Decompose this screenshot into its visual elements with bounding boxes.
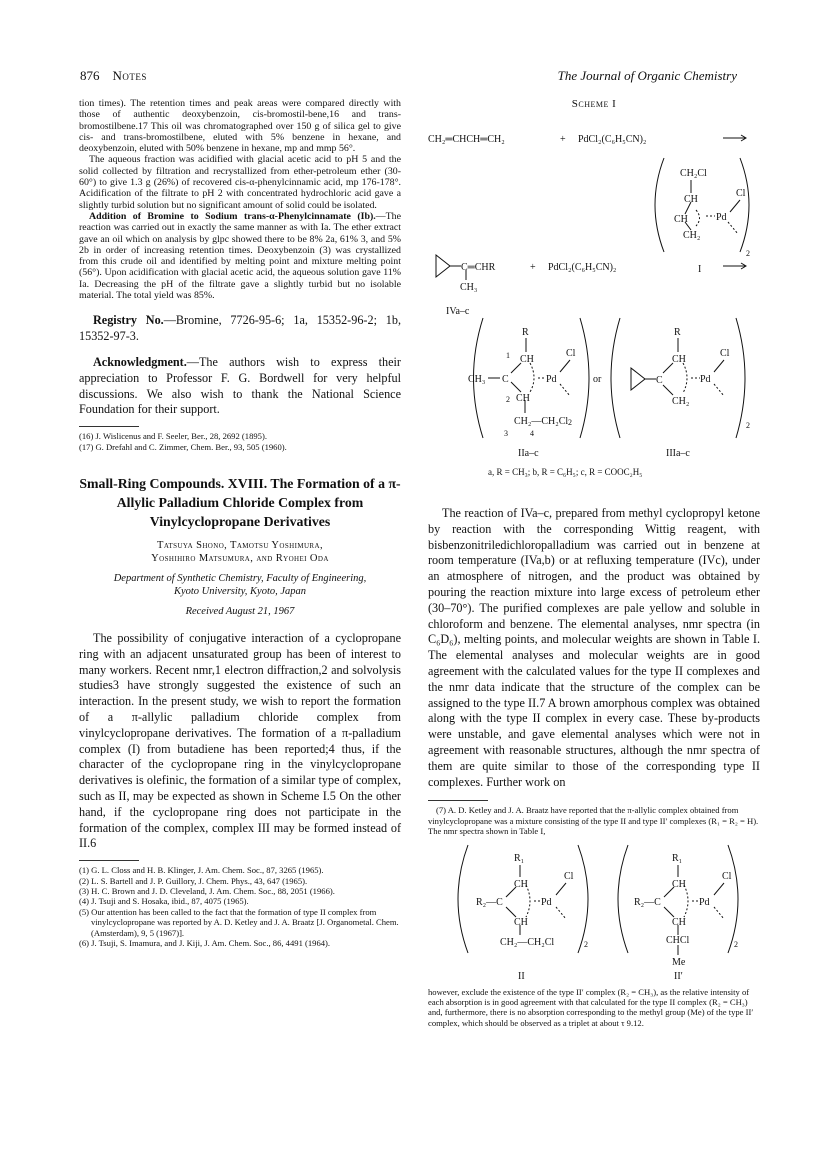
page-header-left [80,68,147,84]
experimental-p3-heading: Addition of Bromine to Sodium trans-α-Phenylcinnamate (Ib). [89,210,376,222]
complex-I-ch2: CH₂ [683,230,701,241]
pd-cl-bond-IIIa [714,360,724,372]
scheme-legend: a, R = CH₃; b, R = C₆H₅; c, R = COOC₂H₅ [488,467,643,477]
ack-body: —The authors wish to express their appreciation to Professor F. G. Bordwell for very helpful discussions. We also wish to thank the National Science Foundation for their support. [79,354,401,417]
pd-cl-bond-II [556,883,566,895]
IIp-cl: Cl [722,870,732,882]
results-text [428,506,760,790]
bond-IIa-2 [511,382,521,392]
complex-IIa-cl: Cl [566,348,576,359]
complex-IIIa-c: C [656,375,663,386]
label-IIIa: IIIa–c [666,448,690,459]
footnote-3: (3) H. C. Brown and J. D. Cleveland, J. Am. Chem. Soc., 88, 2051 (1966). [79,885,335,896]
complex-IIa-ch: CH [520,354,534,365]
complex-IIa-R: R [522,327,529,338]
complex-IIIa-ch: CH [672,354,686,365]
complex-IIa-ch3: CH₃ [468,374,486,385]
page-number: 876 [80,68,100,83]
complex-IIa-n2: 2 [506,395,510,404]
bracket-left-I [655,158,664,252]
bracket-right-IIa [580,318,589,438]
bracket-right-II [578,845,588,953]
bracket-left-II [458,845,468,953]
IIp-R2: R₂—C [634,896,661,908]
scheme-diagram [428,110,760,480]
left-column [79,98,401,948]
complex-IIa-n3: 3 [504,429,508,438]
authors [79,539,401,565]
authors-line-1: Tatsuya Shono, Tamotsu Yoshimura, [157,539,323,551]
pd-bridge-IIp [714,907,724,919]
IIp-pd: Pd [699,896,710,908]
bond-IIp-2 [664,907,674,917]
plus-2: + [530,262,536,273]
journal-name: The Journal of Organic Chemistry [557,68,737,83]
experimental-p1: tion times). The retention times and peak areas were compared directly with those of authentic deoxybenzoin, cis-bromostil-bene,16 and trans-bromostilbene.17 This oil was chromatographed over 150 g of silica gel to give cis- and trans-bromostilbene, eluted with 5% benzene in hexane, and deoxybenzoin, eluted with 50% benzene in hexane, mp and mmp 56°. [79,98,401,155]
IIp-me: Me [672,956,686,968]
bracket-left-IIIa [611,318,620,438]
footnote-rule-2 [79,860,139,861]
complex-I-ch-2: CH [674,214,688,225]
complex-IIa-c: C [502,374,509,385]
registry-body: —Bromine, 7726-95-6; 1a, 15352-96-2; 1b, 15352-97-3. [79,313,401,344]
footnote-2: (2) L. S. Bartell and J. P. Guillory, J. Chem. Phys., 43, 647 (1965). [79,875,308,886]
complex-I-ch: CH [684,194,698,205]
pd-cl-bond-IIp [714,883,724,895]
footnote-7-continued: however, exclude the existence of the type II′ complex (R₂ = CH₃), as the relative intensity of each absorption is in good agreement with that calculated for the type II complex (R₂ = CH₃) and, furthermore, there is no absorption corresponding to the methyl group (Me) of the type II′ complex, which should be observed as a triplet at about τ 9.12. [428,986,754,1028]
label-IIa: IIa–c [518,448,539,459]
complex-IIa-sub: 2 [568,418,572,427]
footnote-rule-3 [428,800,488,801]
pd-cl-bond-IIa [560,360,570,372]
allyl-arc-IIIa [683,363,687,393]
II-ch-2: CH [514,916,528,928]
IIp-R1: R₁ [672,852,683,864]
plus-1: + [560,134,566,145]
complex-I-cl: Cl [736,188,746,199]
IIp-sub: 2 [734,939,738,949]
pd-bridge-IIa [560,384,570,396]
complex-IIIa-sub: 2 [746,421,750,430]
complex-IIa-pd: Pd [546,374,557,385]
allyl-arc-IIa [530,363,534,392]
complex-IIa-n1: 1 [506,351,510,360]
complex-IIIa-ch2: CH₂ [672,396,690,407]
footnote-rule [79,426,139,427]
footnote-6: (6) J. Tsuji, S. Imamura, and J. Kiji, J. Am. Chem. Soc., 86, 4491 (1964). [79,937,331,948]
affiliation-line-2: Kyoto University, Kyoto, Japan [173,585,307,597]
bond-II-2 [506,907,516,917]
structures-II-IIp [428,837,760,987]
bracket-right-I [740,158,749,252]
IIp-chcl: CHCl [666,934,690,946]
IIp-ch: CH [672,878,686,890]
footnote-7: (7) A. D. Ketley and J. A. Braatz have reported that the π-allylic complex obtained from vinylcyclopropane was a mixture consisting of the type II and type II′ complexes (R₁ = R₂ = H). The nmr spectra shown in Table I, [428,805,759,837]
affiliation-line-1: Department of Synthetic Chemistry, Faculty of Engineering, [113,572,367,584]
complex-I-pd: Pd [716,212,727,223]
experimental-p2: The aqueous fraction was acidified with glacial acetic acid to pH 5 and the solid collected by filtration and recrystallized from ether-petroleum ether (30-60°) to give 1.3 g (26%) of recovered cis-α-phenylcinnamic acid, mp 176-178°. Acidification of the filtrate to pH 2 with concentrated hydrochloric acid gave a slightly turbid solution but no significant amount of solid could be isolated. [79,154,401,211]
footnote-17: (17) G. Drefahl and C. Zimmer, Chem. Ber., 93, 505 (1960). [79,441,287,452]
bracket-right-IIIa [736,318,745,438]
reagent-2: PdCl₂(C₆H₅CN)₂ [548,262,617,273]
received-date: Received August 21, 1967 [185,605,295,617]
cyclopropane-IIIa [631,368,645,390]
experimental-p3-body: —The reaction was carried out in exactly the same manner as with Ia. The ether extract gave an oil which on analysis by glpc showed there to be 8% 2a, 61% 3, and 5% 2b in order of increasing retention times. Deoxybenzoin (3) was crystallized from this crude oil and identified by melting point and mixture melting point (56°). Upon acidification with glacial acetic acid, the aqueous solution gave 11% Ia. Decreasing the pH of the filtrate gave a slightly turbid but no isolable material. The total yield was 85%. [79,210,401,302]
II-R1: R₁ [514,852,525,864]
experimental-p3 [79,211,401,301]
II-sub: 2 [584,939,588,949]
pd-bridge-II [556,907,566,919]
pd-bridge-I [728,222,738,234]
complex-I-sub: 2 [746,249,750,258]
registry-numbers [79,313,401,345]
complex-IIIa-cl: Cl [720,348,730,359]
allyl-arc-I [696,210,700,226]
pd-bridge-IIIa [714,384,724,396]
introduction-text: The possibility of conjugative interaction of a cyclopropane ring with an adjacent unsaturated group has been of interest to many workers. Recent nmr,1 electron diffraction,2 and solvolysis studies3 have strongly suggested the existence of such an interaction. In the present study, we wish to report the formation of a π-allylic palladium chloride complex from vinylcyclopropane derivatives. The formation of a π-palladium complex (I) from butadiene has been reported;4 thus, if the character of the cyclopropane ring in the vinylcyclopropane derivatives is olefinic, the formation of a similar type of complex, such as II, may be expected as shown in Scheme I.5 On the other hand, if the cyclopropane ring does not participate in the formation of the complex, complex III may be formed instead of II.6 [79,630,401,851]
reactant-IV-me: CH₃ [460,282,478,293]
label-II: II [518,970,525,982]
reagent-1: PdCl₂(C₆H₅CN)₂ [578,134,647,145]
results-paragraph: The reaction of IVa–c, prepared from methyl cyclopropyl ketone by reaction with the corresponding Wittig reagent, with bisbenzonitriledichloropalladium was carried out in benzene at room temperature (IVa,b) or at refluxing temperature (IVc), under an atmosphere of nitrogen, and the product was obtained by pouring the reaction mixture into large excess of petroleum ether (30–70°). The purified complexes are pale yellow and soluble in chloroform and benzene. The elemental analyses, nmr spectra (in C₆D₆), melting points, and molecular weights are shown in Table I. The elemental analyses and molecular weights are in good agreement with the calculated values for the type II complexes and the nmr data indicate that the structure of the complex can be assigned to the type II.7 A brown amorphous complex was obtained along with the type II complex in every case. These by-products were unstable, and gave elemental analyses which were not in agreement with reasonable structures, although the nmr spectra of them are quite similar to those of the corresponding type II complexes. Further work on [428,506,760,789]
II-R2: R₂—C [476,896,503,908]
ack-heading: Acknowledgment. [93,354,187,369]
II-bottom: CH₂—CH₂Cl [500,936,555,948]
or-text: or [593,374,602,385]
label-IIp: II′ [674,970,683,982]
bond-IIIa-3 [663,385,673,395]
section-name: Notes [112,68,147,83]
II-pd: Pd [541,896,552,908]
reactant-butadiene: CH₂═CHCH═CH₂ [428,134,505,145]
authors-line-2: Yoshihiro Matsumura, and Ryohei Oda [151,552,329,564]
reactant-IV: C═CHR [461,262,496,273]
footnote-1: (1) G. L. Closs and H. B. Klinger, J. Am. Chem. Soc., 87, 3265 (1965). [79,865,324,876]
scheme-title: Scheme I [571,98,617,110]
complex-IIIa-R: R [674,327,681,338]
introduction [79,631,401,852]
label-I: I [698,264,702,275]
cyclopropane-IV [436,255,450,277]
label-IVa: IVa–c [446,306,470,317]
experimental-text [79,98,401,301]
footnote-16: (16) J. Wislicenus and F. Seeler, Ber., 28, 2692 (1895). [79,431,267,442]
II-cl: Cl [564,870,574,882]
right-column [428,98,760,1028]
bracket-right-IIp [728,845,738,953]
footnote-5: (5) Our attention has been called to the fact that the formation of type II complex from vinylcyclopropane was reported by A. D. Ketley and J. A. Braatz [J. Organometal. Chem. (Amsterdam), 9, 5 (1967)]. [79,906,399,938]
II-ch: CH [514,878,528,890]
complex-IIa-n4: 4 [530,429,534,438]
acknowledgment [79,355,401,418]
complex-I-ch2cl: CH₂Cl [680,168,707,179]
affiliation [79,572,401,598]
registry-heading: Registry No. [93,313,164,328]
complex-IIIa-pd: Pd [700,374,711,385]
pd-cl-bond-I [730,200,740,212]
complex-IIa-ch2ch2cl: CH₂—CH₂Cl [514,416,569,427]
complex-IIa-ch-2: CH [516,393,530,404]
article-title: Small-Ring Compounds. XVIII. The Formation of a π-Allylic Palladium Chloride Complex from Vinylcyclopropane Derivatives [79,475,401,529]
footnote-4: (4) J. Tsuji and S. Hosaka, ibid., 87, 4075 (1965). [79,896,249,907]
IIp-ch-2: CH [672,916,686,928]
bracket-left-IIp [618,845,628,953]
